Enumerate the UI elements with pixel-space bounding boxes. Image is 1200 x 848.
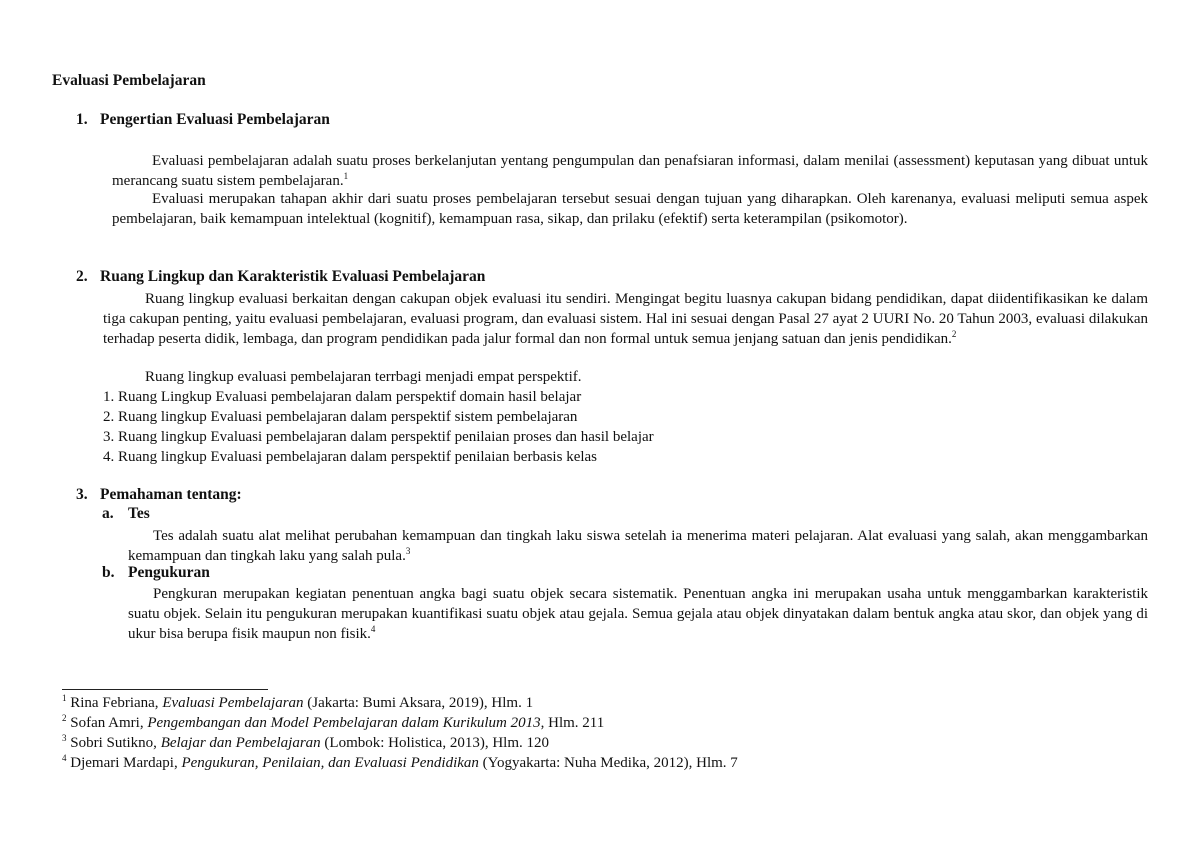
footnote-4-publication: (Yogyakarta: Nuha Medika, 2012), Hlm. 7 bbox=[478, 755, 738, 771]
footnote-2 bbox=[62, 713, 604, 733]
footnote-2-mark: 2 bbox=[62, 713, 67, 723]
section-1-paragraph-1-text: Evaluasi pembelajaran adalah suatu proses berkelanjutan yentang pengumpulan dan penafsiaran informasi, dalam menilai (assessment) keputasan yang dibuat untuk merancang suatu sistem pembelajaran. bbox=[112, 153, 1148, 189]
section-2-title: Ruang Lingkup dan Karakteristik Evaluasi Pembelajaran bbox=[100, 268, 486, 285]
footnote-ref-2: 2 bbox=[951, 329, 957, 339]
footnote-3-mark: 3 bbox=[62, 733, 67, 743]
footnote-ref-1: 1 bbox=[343, 171, 349, 181]
footnote-2-book-title: Pengembangan dan Model Pembelajaran dalam Kurikulum 2013 bbox=[147, 715, 541, 731]
section-3-heading bbox=[76, 486, 242, 504]
section-1-number: 1. bbox=[76, 111, 88, 128]
footnote-3-book-title: Belajar dan Pembelajaran bbox=[160, 735, 321, 751]
subsection-a-label: a. bbox=[102, 505, 114, 522]
footnote-ref-3: 3 bbox=[405, 546, 411, 556]
section-3-title: Pemahaman tentang: bbox=[100, 486, 242, 503]
footnote-4 bbox=[62, 753, 738, 773]
subsection-a-heading bbox=[102, 505, 150, 523]
footnote-1-book-title: Evaluasi Pembelajaran bbox=[162, 695, 304, 711]
section-2-number: 2. bbox=[76, 268, 88, 285]
footnote-3-author: Sobri Sutikno, bbox=[66, 735, 161, 751]
subsection-b-title: Pengukuran bbox=[128, 564, 210, 581]
subsection-a-text: Tes adalah suatu alat melihat perubahan kemampuan dan tingkah laku siswa setelah ia menerima materi pelajaran. Alat evaluasi yang salah, akan menggambarkan kemampuan dan tingkah laku yang salah pula. bbox=[128, 528, 1148, 564]
footnote-2-publication: , Hlm. 211 bbox=[540, 715, 605, 731]
footnote-1 bbox=[62, 693, 533, 713]
perspective-list-item: 4. Ruang lingkup Evaluasi pembelajaran dalam perspektif penilaian berbasis kelas bbox=[103, 449, 598, 465]
perspective-list-item: 1. Ruang Lingkup Evaluasi pembelajaran dalam perspektif domain hasil belajar bbox=[103, 389, 582, 405]
footnote-separator bbox=[62, 689, 268, 690]
footnote-1-mark: 1 bbox=[62, 693, 67, 703]
footnote-3-publication: (Lombok: Holistica, 2013), Hlm. 120 bbox=[320, 735, 549, 751]
footnote-4-author: Djemari Mardapi, bbox=[66, 755, 182, 771]
subsection-b-label: b. bbox=[102, 564, 115, 581]
section-1-title: Pengertian Evaluasi Pembelajaran bbox=[100, 111, 330, 128]
footnote-ref-4: 4 bbox=[370, 624, 376, 634]
subsection-b-text: Pengkuran merupakan kegiatan penentuan angka bagi suatu objek secara sistematik. Penentuan angka ini merupakan usaha untuk menggambarkan karakteristik suatu objek. Selain itu pengukuran merupakan kuantifikasi suatu objek atau gejala. Semua gejala atau objek dinyatakan dalam bentuk angka atau skor, dan objek yang di ukur bisa berupa fisik maupun non fisik. bbox=[128, 586, 1148, 642]
section-1-paragraph-2: Evaluasi merupakan tahapan akhir dari suatu proses pembelajaran tersebut sesuai dengan tujuan yang diharapkan. Oleh karenanya, evaluasi meliputi semua aspek pembelajaran, baik kemampuan intelektual (kognitif), kemampuan rasa, sikap, dan prilaku (efektif) serta keterampilan (psikomotor). bbox=[112, 191, 1148, 227]
perspective-list-item: 3. Ruang lingkup Evaluasi pembelajaran dalam perspektif penilaian proses dan hasil belajar bbox=[103, 429, 654, 445]
section-2-paragraph-2: Ruang lingkup evaluasi pembelajaran terrbagi menjadi empat perspektif. bbox=[145, 369, 582, 385]
section-1-heading bbox=[76, 111, 330, 129]
footnote-4-book-title: Pengukuran, Penilaian, dan Evaluasi Pendidikan bbox=[181, 755, 479, 771]
subsection-a-title: Tes bbox=[128, 505, 150, 522]
footnote-1-author: Rina Febriana, bbox=[66, 695, 163, 711]
footnote-1-publication: (Jakarta: Bumi Aksara, 2019), Hlm. 1 bbox=[303, 695, 534, 711]
subsection-b-paragraph bbox=[128, 584, 1148, 644]
section-3-number: 3. bbox=[76, 486, 88, 503]
section-2-paragraph-1-text: Ruang lingkup evaluasi berkaitan dengan cakupan objek evaluasi itu sendiri. Mengingat begitu luasnya cakupan bidang pendidikan, dapat diidentifikasikan ke dalam tiga cakupan penting, yaitu evaluasi pembelajaran, evaluasi program, dan evaluasi sistem. Hal ini sesuai dengan Pasal 27 ayat 2 UURI No. 20 Tahun 2003, evaluasi dilakukan terhadap peserta didik, lembaga, dan program pendidikan pada jalur formal dan non formal untuk semua jenjang satuan dan jenis pendidikan. bbox=[103, 291, 1148, 347]
subsection-b-heading bbox=[102, 564, 210, 582]
footnote-4-mark: 4 bbox=[62, 753, 67, 763]
footnote-2-author: Sofan Amri, bbox=[66, 715, 148, 731]
footnote-3 bbox=[62, 733, 549, 753]
perspective-list-item: 2. Ruang lingkup Evaluasi pembelajaran dalam perspektif sistem pembelajaran bbox=[103, 409, 578, 425]
section-2-paragraph-1 bbox=[103, 289, 1148, 349]
section-1-paragraph-1 bbox=[112, 151, 1148, 191]
subsection-a-paragraph bbox=[128, 526, 1148, 566]
document-title: Evaluasi Pembelajaran bbox=[52, 72, 206, 89]
section-2-heading bbox=[76, 268, 485, 286]
